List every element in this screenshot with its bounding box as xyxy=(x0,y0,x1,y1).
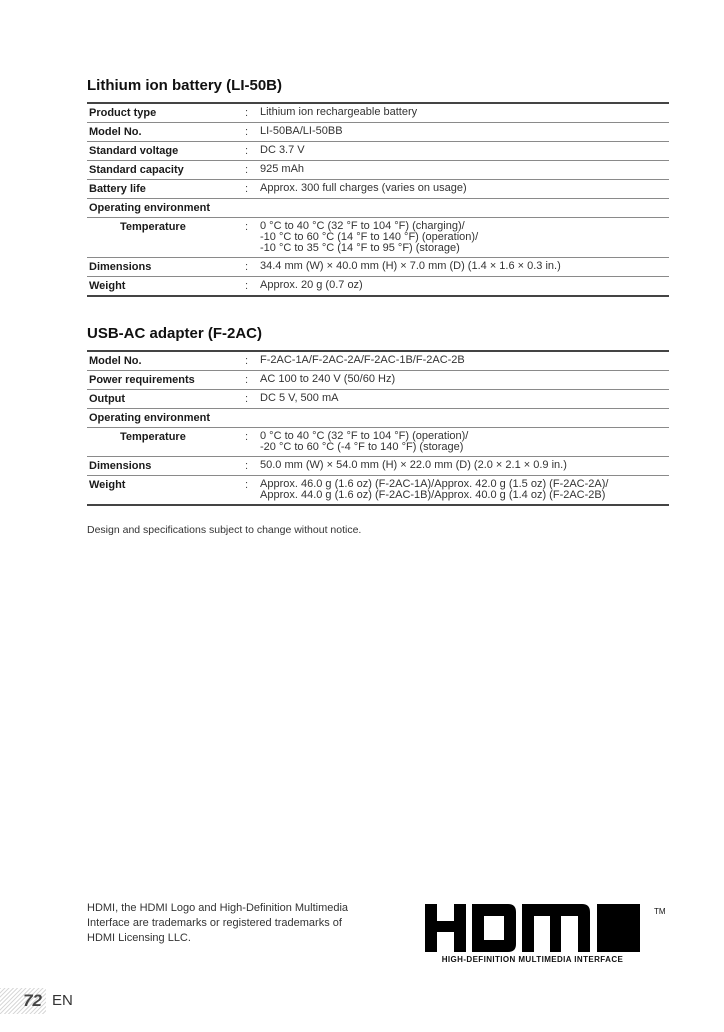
page-footer xyxy=(0,988,120,1014)
battery-section-title: Lithium ion battery (LI-50B) xyxy=(87,77,282,94)
spec-value-line: -20 °C to 60 °C (-4 °F to 140 °F) (storage) xyxy=(260,441,464,453)
spec-value-line: 34.4 mm (W) × 40.0 mm (H) × 7.0 mm (D) (1.4 × 1.6 × 0.3 in.) xyxy=(260,260,561,272)
page-number: 72 xyxy=(0,988,46,1014)
spec-row xyxy=(87,180,669,199)
spec-colon: : xyxy=(244,280,248,292)
spec-value xyxy=(260,218,669,257)
spec-colon: : xyxy=(244,145,248,157)
spec-label: Standard capacity xyxy=(89,164,184,176)
spec-row xyxy=(87,258,669,277)
spec-value-line: 925 mAh xyxy=(260,163,305,175)
spec-value-line: 0 °C to 40 °C (32 °F to 104 °F) (operation)/ xyxy=(260,430,469,442)
hdmi-trademark-line: Interface are trademarks or registered trademarks of xyxy=(87,917,342,929)
hdmi-trademark-line: HDMI, the HDMI Logo and High-Definition Multimedia xyxy=(87,902,349,914)
spec-value-line: -10 °C to 60 °C (14 °F to 140 °F) (operation)/ xyxy=(260,231,479,243)
specifications-note: Design and specifications subject to change without notice. xyxy=(87,524,362,536)
spec-value xyxy=(260,142,669,159)
spec-colon: : xyxy=(244,460,248,472)
spec-value xyxy=(260,123,669,140)
spec-row xyxy=(87,476,669,504)
spec-colon: : xyxy=(244,479,248,491)
spec-colon: : xyxy=(244,261,248,273)
spec-value-line: Approx. 46.0 g (1.6 oz) (F-2AC-1A)/Approx. 42.0 g (1.5 oz) (F-2AC-2A)/ xyxy=(260,478,609,490)
spec-label: Temperature xyxy=(120,431,186,443)
spec-colon: : xyxy=(244,164,248,176)
spec-row xyxy=(87,371,669,390)
hdmi-trademark-notice xyxy=(87,901,387,946)
adapter-spec-table xyxy=(87,350,669,506)
spec-value-line: 50.0 mm (W) × 54.0 mm (H) × 22.0 mm (D) (2.0 × 2.1 × 0.9 in.) xyxy=(260,459,567,471)
spec-label: Standard voltage xyxy=(89,145,179,157)
spec-row xyxy=(87,409,669,428)
spec-value-line: Lithium ion rechargeable battery xyxy=(260,106,418,118)
spec-colon: : xyxy=(244,221,248,233)
hdmi-tm-mark: TM xyxy=(654,907,666,916)
spec-value-line: Approx. 300 full charges (varies on usage) xyxy=(260,182,467,194)
spec-row xyxy=(87,457,669,476)
spec-row xyxy=(87,428,669,457)
spec-row xyxy=(87,161,669,180)
spec-value-line: Approx. 20 g (0.7 oz) xyxy=(260,279,363,291)
language-code: EN xyxy=(52,992,73,1009)
spec-value xyxy=(260,104,669,121)
spec-value xyxy=(260,277,669,294)
spec-label: Battery life xyxy=(89,183,146,195)
spec-value-line: LI-50BA/LI-50BB xyxy=(260,125,343,137)
spec-row xyxy=(87,277,669,295)
spec-value xyxy=(260,371,669,388)
spec-label: Output xyxy=(89,393,126,405)
spec-colon: : xyxy=(244,355,248,367)
spec-colon: : xyxy=(244,183,248,195)
spec-value xyxy=(260,428,669,456)
spec-value-line: F-2AC-1A/F-2AC-2A/F-2AC-1B/F-2AC-2B xyxy=(260,354,465,366)
hdmi-trademark-line: HDMI Licensing LLC. xyxy=(87,932,191,944)
spec-value xyxy=(260,390,669,407)
spec-value-line: 0 °C to 40 °C (32 °F to 104 °F) (charging)/ xyxy=(260,220,465,232)
spec-colon: : xyxy=(244,374,248,386)
spec-value xyxy=(260,352,669,369)
spec-colon: : xyxy=(244,431,248,443)
spec-colon: : xyxy=(244,107,248,119)
spec-label: Operating environment xyxy=(89,412,211,424)
spec-value xyxy=(260,476,669,504)
spec-label: Operating environment xyxy=(89,202,211,214)
spec-value-line: AC 100 to 240 V (50/60 Hz) xyxy=(260,373,396,385)
spec-label: Dimensions xyxy=(89,261,152,273)
spec-row xyxy=(87,104,669,123)
spec-row xyxy=(87,142,669,161)
spec-value xyxy=(260,161,669,178)
spec-label: Power requirements xyxy=(89,374,195,386)
spec-value xyxy=(260,457,669,474)
spec-label: Product type xyxy=(89,107,157,119)
spec-row xyxy=(87,123,669,142)
spec-row xyxy=(87,218,669,258)
spec-label: Temperature xyxy=(120,221,186,233)
spec-colon: : xyxy=(244,393,248,405)
spec-value xyxy=(260,258,669,275)
spec-label: Weight xyxy=(89,280,126,292)
spec-row xyxy=(87,199,669,218)
hdmi-tagline: HIGH-DEFINITION MULTIMEDIA INTERFACE xyxy=(441,955,624,964)
spec-value-line: DC 3.7 V xyxy=(260,144,305,156)
battery-spec-table xyxy=(87,102,669,297)
spec-value-line: -10 °C to 35 °C (14 °F to 95 °F) (storage) xyxy=(260,242,460,254)
spec-value-line: DC 5 V, 500 mA xyxy=(260,392,339,404)
spec-value-line: Approx. 44.0 g (1.6 oz) (F-2AC-1B)/Approx. 40.0 g (1.4 oz) (F-2AC-2B) xyxy=(260,489,606,501)
spec-label: Model No. xyxy=(89,355,142,367)
spec-label: Dimensions xyxy=(89,460,152,472)
spec-label: Weight xyxy=(89,479,126,491)
spec-row xyxy=(87,352,669,371)
spec-label: Model No. xyxy=(89,126,142,138)
spec-colon: : xyxy=(244,126,248,138)
adapter-section-title: USB-AC adapter (F-2AC) xyxy=(87,325,263,342)
spec-value xyxy=(260,180,669,197)
spec-row xyxy=(87,390,669,409)
